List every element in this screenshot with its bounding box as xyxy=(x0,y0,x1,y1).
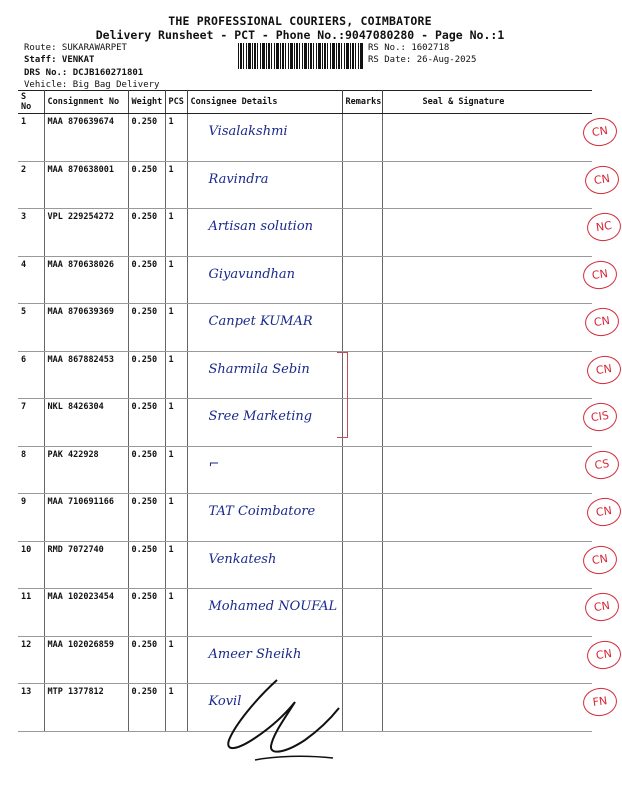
sno-cell: 4 xyxy=(18,256,44,304)
remarks-cell xyxy=(342,209,382,257)
weight-cell: 0.250 xyxy=(128,114,165,162)
consignment-cell: MAA 870639674 xyxy=(44,114,128,162)
seal-cell xyxy=(382,399,610,447)
remarks-cell xyxy=(342,446,382,494)
company-title: THE PROFESSIONAL COURIERS, COIMBATORE xyxy=(168,14,432,28)
seal-cell xyxy=(382,636,613,684)
drs-number: DRS No.: DCJB160271801 xyxy=(24,68,144,78)
seal-stamp: CN xyxy=(585,353,622,385)
table-row xyxy=(18,446,592,494)
consignee-cell xyxy=(187,589,342,637)
consignee-cell xyxy=(187,351,342,399)
staff-label: Staff: VENKAT xyxy=(24,55,95,65)
consignment-cell: RMD 7072740 xyxy=(44,541,128,589)
weight-cell: 0.250 xyxy=(128,589,165,637)
seal-stamp: CN xyxy=(583,591,621,623)
consignee-cell xyxy=(187,304,342,352)
weight-cell: 0.250 xyxy=(128,636,165,684)
table-row xyxy=(18,114,592,162)
seal-cell xyxy=(382,684,608,732)
rs-number: RS No.: 1602718 xyxy=(368,43,450,53)
handwritten-consignee: Ameer Sheikh xyxy=(208,646,302,662)
consignment-cell: MAA 867882453 xyxy=(44,351,128,399)
pcs-cell: 1 xyxy=(165,589,187,637)
seal-stamp: CN xyxy=(585,638,622,670)
consignee-cell xyxy=(187,161,342,209)
col-header-seal: Seal & Signature xyxy=(382,91,592,114)
table-row xyxy=(18,161,592,209)
seal-stamp: CN xyxy=(583,306,621,338)
remarks-cell xyxy=(342,304,382,352)
weight-cell: 0.250 xyxy=(128,304,165,352)
consignment-cell: MAA 870638001 xyxy=(44,161,128,209)
handwritten-consignee: Venkatesh xyxy=(208,551,277,567)
consignee-cell xyxy=(187,209,342,257)
sno-cell: 3 xyxy=(18,209,44,257)
remarks-cell xyxy=(342,161,382,209)
remarks-bracket-mark xyxy=(337,352,348,438)
pcs-cell: 1 xyxy=(165,446,187,494)
table-header-row xyxy=(18,91,592,114)
consignment-cell: MTP 1377812 xyxy=(44,684,128,732)
seal-stamp: CN xyxy=(581,543,619,575)
col-header-consignee: Consignee Details xyxy=(187,91,342,114)
handwritten-consignee: Mohamed NOUFAL xyxy=(208,599,338,614)
consignment-cell: MAA 870639369 xyxy=(44,304,128,352)
handwritten-signature xyxy=(215,660,355,770)
seal-cell xyxy=(382,161,611,209)
seal-cell xyxy=(382,446,610,494)
seal-stamp: CIS xyxy=(581,401,619,433)
table-row xyxy=(18,541,592,589)
table-row xyxy=(18,494,592,542)
table-row xyxy=(18,589,592,637)
seal-stamp: CS xyxy=(583,448,621,480)
consignment-cell: MAA 102023454 xyxy=(44,589,128,637)
sno-cell: 1 xyxy=(18,114,44,162)
table-row xyxy=(18,256,592,304)
consignee-cell xyxy=(187,541,342,589)
col-header-weight: Weight xyxy=(128,91,165,114)
consignee-cell xyxy=(187,399,342,447)
col-header-remarks: Remarks xyxy=(342,91,382,114)
weight-cell: 0.250 xyxy=(128,209,165,257)
pcs-cell: 1 xyxy=(165,114,187,162)
remarks-cell xyxy=(342,351,382,399)
table-row xyxy=(18,304,592,352)
sno-cell: 2 xyxy=(18,161,44,209)
route-label: Route: SUKARAWARPET xyxy=(24,43,127,53)
seal-cell xyxy=(382,114,609,162)
weight-cell: 0.250 xyxy=(128,399,165,447)
pcs-cell: 1 xyxy=(165,541,187,589)
seal-stamp: CN xyxy=(583,163,621,195)
col-header-pcs: PCS xyxy=(165,91,187,114)
pcs-cell: 1 xyxy=(165,351,187,399)
handwritten-consignee: Ravindra xyxy=(208,171,269,187)
weight-cell: 0.250 xyxy=(128,256,165,304)
consignment-cell: MAA 102026859 xyxy=(44,636,128,684)
sno-cell: 9 xyxy=(18,494,44,542)
weight-cell: 0.250 xyxy=(128,446,165,494)
consignee-cell xyxy=(187,256,342,304)
seal-stamp: CN xyxy=(585,496,622,528)
table-row xyxy=(18,209,592,257)
weight-cell: 0.250 xyxy=(128,494,165,542)
handwritten-consignee: TAT Coimbatore xyxy=(208,504,316,519)
handwritten-consignee: Giyavundhan xyxy=(208,266,296,282)
weight-cell: 0.250 xyxy=(128,161,165,209)
weight-cell: 0.250 xyxy=(128,684,165,732)
seal-cell xyxy=(382,209,613,257)
handwritten-consignee: ⌐ xyxy=(208,456,220,472)
rs-date: RS Date: 26-Aug-2025 xyxy=(368,55,477,65)
seal-cell xyxy=(382,256,609,304)
seal-cell xyxy=(382,494,613,542)
seal-cell xyxy=(382,304,611,352)
pcs-cell: 1 xyxy=(165,684,187,732)
sno-cell: 12 xyxy=(18,636,44,684)
pcs-cell: 1 xyxy=(165,256,187,304)
consignment-cell: PAK 422928 xyxy=(44,446,128,494)
pcs-cell: 1 xyxy=(165,209,187,257)
seal-stamp: NC xyxy=(585,211,622,243)
consignment-cell: MAA 870638026 xyxy=(44,256,128,304)
sno-cell: 8 xyxy=(18,446,44,494)
pcs-cell: 1 xyxy=(165,636,187,684)
sno-cell: 7 xyxy=(18,399,44,447)
remarks-cell xyxy=(342,494,382,542)
sno-cell: 5 xyxy=(18,304,44,352)
seal-cell xyxy=(382,351,613,399)
consignee-cell xyxy=(187,446,342,494)
pcs-cell: 1 xyxy=(165,399,187,447)
sno-cell: 10 xyxy=(18,541,44,589)
pcs-cell: 1 xyxy=(165,494,187,542)
pcs-cell: 1 xyxy=(165,304,187,352)
sno-cell: 11 xyxy=(18,589,44,637)
remarks-cell xyxy=(342,114,382,162)
sno-cell: 13 xyxy=(18,684,44,732)
consignee-cell xyxy=(187,494,342,542)
vehicle-label: Vehicle: Big Bag Delivery xyxy=(24,80,160,90)
handwritten-consignee: Kovil xyxy=(208,694,242,709)
seal-stamp: CN xyxy=(581,116,619,148)
barcode xyxy=(238,43,364,69)
col-header-sno: S No xyxy=(18,91,44,114)
sno-cell: 6 xyxy=(18,351,44,399)
remarks-cell xyxy=(342,589,382,637)
seal-cell xyxy=(382,541,609,589)
handwritten-consignee: Sree Marketing xyxy=(208,409,313,424)
handwritten-consignee: Artisan solution xyxy=(208,219,314,234)
consignment-cell: NKL 8426304 xyxy=(44,399,128,447)
seal-stamp: CN xyxy=(581,258,619,290)
pcs-cell: 1 xyxy=(165,161,187,209)
table-row xyxy=(18,351,592,399)
col-header-consignment: Consignment No xyxy=(44,91,128,114)
runsheet-subtitle: Delivery Runsheet - PCT - Phone No.:9047080280 - Page No.:1 xyxy=(95,28,505,42)
seal-cell xyxy=(382,589,611,637)
remarks-cell xyxy=(342,399,382,447)
seal-stamp: FN xyxy=(581,686,619,718)
remarks-cell xyxy=(342,256,382,304)
runsheet-table xyxy=(18,90,613,732)
handwritten-consignee: Sharmila Sebin xyxy=(208,361,310,377)
handwritten-consignee: Canpet KUMAR xyxy=(208,314,313,329)
weight-cell: 0.250 xyxy=(128,351,165,399)
consignment-cell: VPL 229254272 xyxy=(44,209,128,257)
remarks-cell xyxy=(342,541,382,589)
consignee-cell xyxy=(187,114,342,162)
handwritten-consignee: Visalakshmi xyxy=(208,124,288,139)
weight-cell: 0.250 xyxy=(128,541,165,589)
consignment-cell: MAA 710691166 xyxy=(44,494,128,542)
table-row xyxy=(18,399,592,447)
